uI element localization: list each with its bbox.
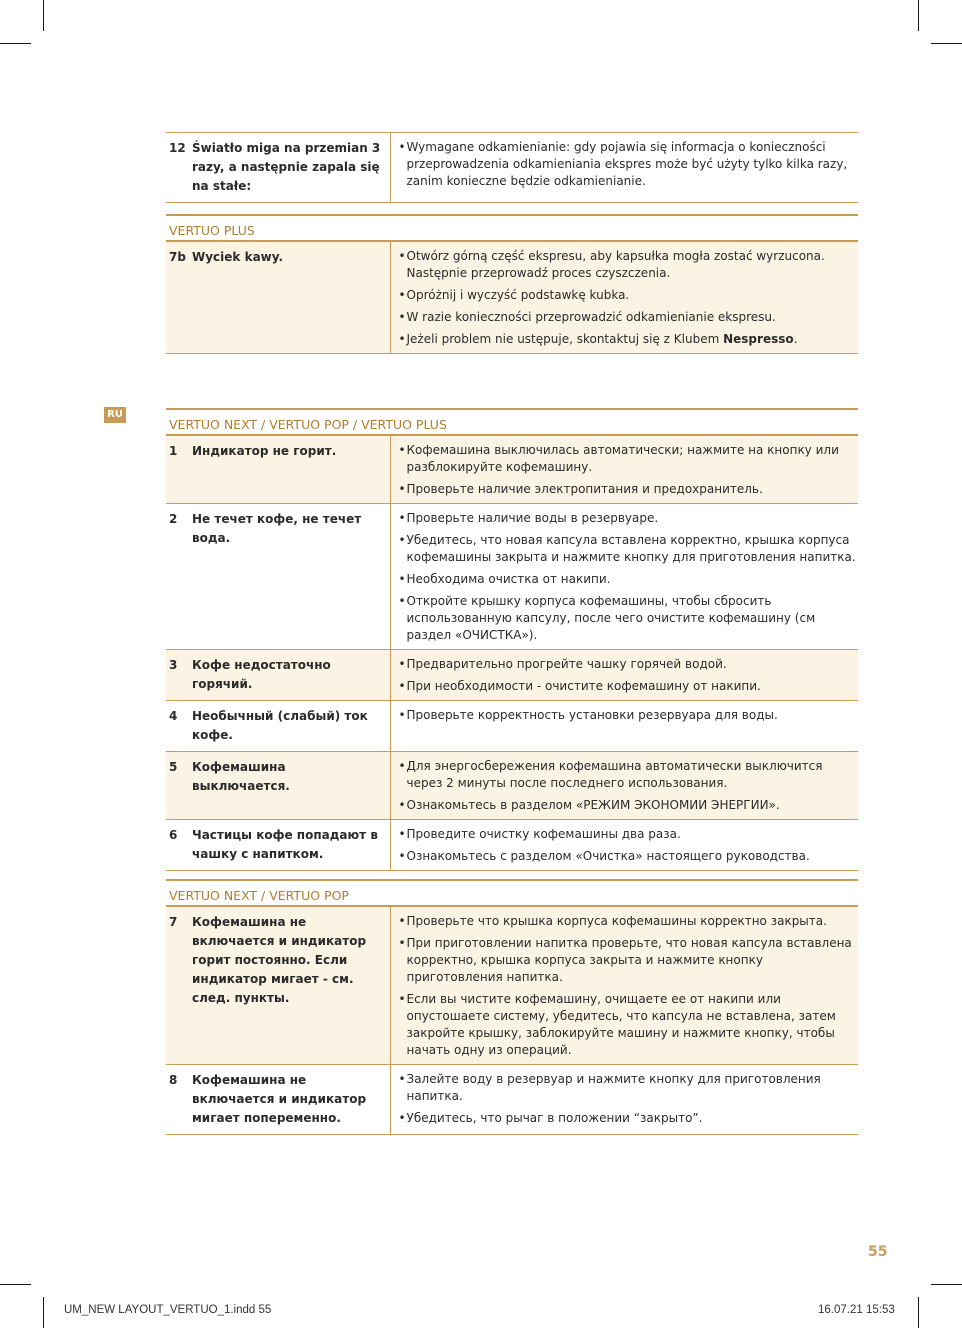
crop-mark [43,0,44,31]
row-number: 1 [166,436,192,504]
section-header: VERTUO NEXT / VERTUO POP / VERTUO PLUS [166,408,858,436]
solution-item [399,331,857,348]
solution-item: • Проверьте наличие воды в резервуаре. [399,510,857,527]
solution-item: • Убедитесь, что новая капсула вставлена корректно, крышка корпуса кофемашины закрыта и нажмите кнопку для приготовления напитка. [399,532,857,566]
section-pl-top [166,132,858,203]
table-row [166,133,858,203]
row-number: 6 [169,828,178,842]
table-row [166,701,858,752]
solution-text: Jeżeli problem nie ustępuje, skontaktuj się z Klubem [406,332,724,346]
solution-item: • Opróżnij i wyczyść podstawkę kubka. [399,287,857,304]
crop-mark [0,1284,31,1285]
solution-item: • Необходима очистка от накипи. [399,571,857,588]
brand-name: Nespresso [723,332,794,346]
table-row [166,907,858,1065]
solution-cell [390,504,858,650]
section-pl-vertuo-plus [166,214,858,354]
solution-item: • Проверьте корректность установки резервуара для воды. [399,707,857,724]
table-row [166,436,858,504]
troubleshoot-table [166,242,858,354]
solution-cell [390,650,858,701]
section-ru-all-models [166,408,858,871]
solution-item: • Проведите очистку кофемашины два раза. [399,826,857,843]
troubleshoot-table [166,133,858,203]
row-number: 4 [169,709,178,723]
problem-cell: Не течет кофе, не течет вода. [192,504,390,650]
solution-cell [390,752,858,820]
solution-item: • Откройте крышку корпуса кофемашины, чтобы сбросить использованную капсулу, после чего очистите кофемашину (см раздел «ОЧИСТКА»). [399,593,857,644]
row-number: 7 [166,907,192,1065]
section-header: VERTUO PLUS [166,214,858,242]
row-number: 5 [166,752,192,820]
crop-mark [918,1297,919,1328]
solution-item: • Ознакомьтесь с разделом «Очистка» настоящего руководства. [399,848,857,865]
troubleshoot-table [166,436,858,871]
section-ru-next-pop [166,879,858,1135]
solution-cell [390,436,858,504]
solution-item: • Кофемашина выключилась автоматически; нажмите на кнопку или разблокируйте кофемашину. [399,442,857,476]
solution-text: . [793,332,798,346]
table-row [166,650,858,701]
problem-cell: Кофемашина выключается. [192,752,390,820]
crop-mark [43,1297,44,1328]
problem-cell: Индикатор не горит. [192,436,390,504]
problem-cell: Необычный (слабый) ток кофе. [192,701,390,752]
solution-item: • Убедитесь, что рычаг в положении “закрыто”. [399,1110,857,1127]
table-row [166,752,858,820]
solution-item: • Для энергосбережения кофемашина автоматически выключится через 2 минуты после последнего использования. [399,758,857,792]
crop-mark [0,43,31,44]
solution-item: • Проверьте что крышка корпуса кофемашины корректно закрыта. [399,913,857,930]
troubleshoot-table [166,907,858,1135]
solution-item: • Проверьте наличие электропитания и предохранитель. [399,481,857,498]
section-header: VERTUO NEXT / VERTUO POP [166,879,858,907]
problem-cell: Światło miga na przemian 3 razy, a następnie zapala się na stałe: [192,133,390,203]
row-number: 12 [169,141,186,155]
solution-item: • Залейте воду в резервуар и нажмите кнопку для приготовления напитка. [399,1071,857,1105]
solution-item: • Otwórz górną część ekspresu, aby kapsułka mogła zostać wyrzucona. Następnie przeprowadź proces czyszczenia. [399,248,857,282]
problem-cell: Частицы кофе попадают в чашку с напитком. [192,820,390,871]
footer-file-info: UM_NEW LAYOUT_VERTUO_1.indd 55 [64,1304,272,1316]
row-number: 2 [169,512,178,526]
footer-timestamp: 16.07.21 15:53 [818,1304,895,1316]
problem-cell: Кофемашина не включается и индикатор горит постоянно. Если индикатор мигает - см. след. пункты. [192,907,390,1065]
crop-mark [918,0,919,31]
row-number: 8 [169,1073,178,1087]
solution-cell [390,242,858,354]
solution-cell [390,907,858,1065]
solution-cell [390,1065,858,1135]
language-badge: RU [104,407,126,423]
table-row [166,820,858,871]
solution-item: • W razie konieczności przeprowadzić odkamienianie ekspresu. [399,309,857,326]
crop-mark [931,1284,962,1285]
row-number: 7b [166,242,192,354]
solution-cell [390,820,858,871]
table-row [166,1065,858,1135]
problem-cell: Wyciek kawy. [192,242,390,354]
solution-item: • Если вы чистите кофемашину, очищаете ее от накипи или опустошаете систему, убедитесь, что капсула не вставлена, затем закройте крышку, заблокируйте машину и нажмите кнопку, чтобы начать одну из операций. [399,991,857,1059]
solution-item: • При приготовлении напитка проверьте, что новая капсула вставлена корректно, крышка корпуса закрыта и нажмите кнопку приготовления напитка. [399,935,857,986]
page-number: 55 [868,1244,888,1260]
row-number: 3 [166,650,192,701]
table-row [166,242,858,354]
solution-cell [390,133,858,203]
crop-mark [931,43,962,44]
problem-cell: Кофе недостаточно горячий. [192,650,390,701]
problem-cell: Кофемашина не включается и индикатор мигает попеременно. [192,1065,390,1135]
table-row [166,504,858,650]
solution-item: • Предварительно прогрейте чашку горячей водой. [399,656,857,673]
solution-item: • Wymagane odkamienianie: gdy pojawia się informacja o konieczności przeprowadzenia odkamieniania ekspres może być użyty tylko kilka razy, zanim konieczne będzie odkamienianie. [399,139,857,190]
solution-item: • Ознакомьтесь в разделом «РЕЖИМ ЭКОНОМИИ ЭНЕРГИИ». [399,797,857,814]
solution-item: • При необходимости - очистите кофемашину от накипи. [399,678,857,695]
solution-cell [390,701,858,752]
